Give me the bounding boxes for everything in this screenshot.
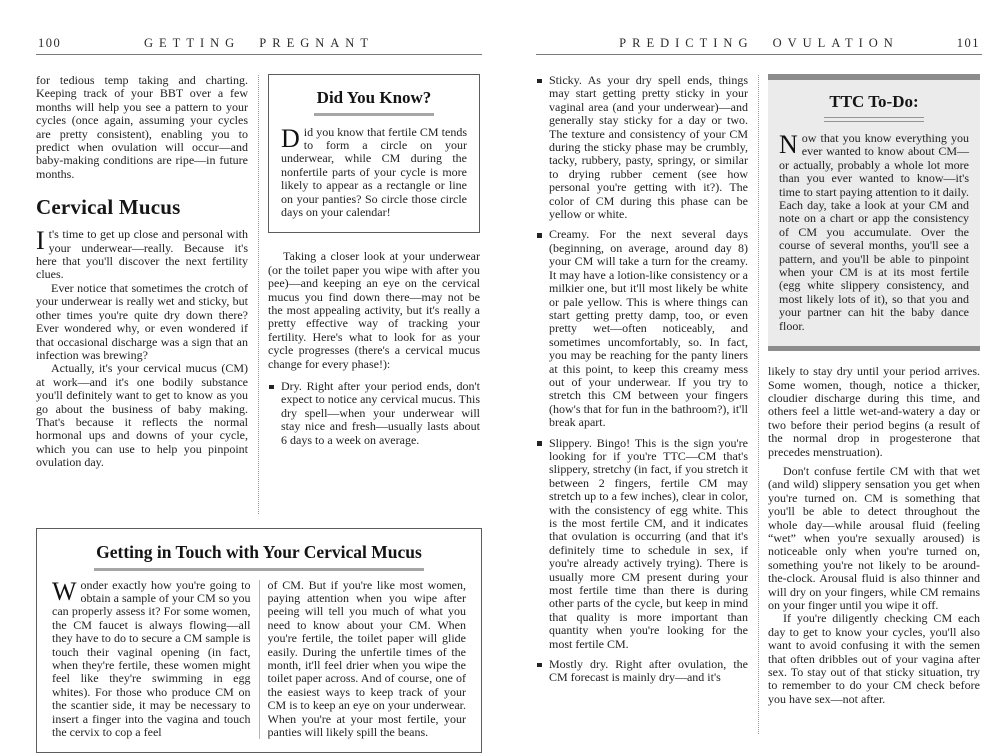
- bullet-square-icon: [537, 233, 542, 238]
- paragraph: for tedious temp taking and charting. Keeping track of your BBT over a few months will help you see a pattern to your cycles (once again, assuming your cycles are pretty consistent), enabling you to predict when ovulation will occur—and baby-making conditions are ripe—in future months.: [36, 74, 248, 181]
- paragraph-dropcap: [36, 228, 248, 282]
- bullet-item-sticky: [536, 74, 748, 221]
- drop-cap: I: [36, 226, 45, 256]
- paragraph-text: onder exactly how you're going to obtain a sample of your CM so you can properly assess it? For some women, the CM faucet is always flowing—all they have to do to secure a CM sample is touch their vaginal opening (in fact, when they're fertile, these women might feel like they're swimming in egg whites). For those who produce CM on the scantier side, it may be necessary to insert a finger into the vagina and touch the cervix to cop a feel: [52, 578, 251, 739]
- bullet-item-dry: [268, 380, 480, 447]
- getting-in-touch-title: Getting in Touch with Your Cervical Mucus: [96, 542, 422, 562]
- bullet-item-mostly-dry: [536, 658, 748, 685]
- getting-in-touch-columns: [52, 579, 466, 740]
- page-number-left: 100: [38, 36, 62, 50]
- bullet-text: Mostly dry. Right after ovulation, the CM forecast is mainly dry—and it's: [549, 657, 748, 685]
- did-you-know-title: Did You Know?: [316, 88, 432, 107]
- touch-box-column-2: [268, 579, 467, 740]
- paragraph-text: id you know that fertile CM tends to form a circle on your underwear, while CM during the nonfertile parts of your cycle is more likely to appear as a rectangle or line on your panties? So circle those circle days on your calendar!: [281, 124, 467, 219]
- getting-in-touch-box: [36, 528, 482, 753]
- paragraph: If you're diligently checking CM each day to get to know your cycles, you'll also want to avoid confusing it with the semen that often dribbles out of your vagina after sex. To stay out of that sticky situation, try to remember to do your CM check before you have sex—not after.: [768, 611, 980, 706]
- bullet-text: Sticky. As your dry spell ends, things may start getting pretty sticky in your vaginal area (and your underwear)—and generally stay sticky for a day or two. The texture and consistency of your CM during the sticky phase may be crumbly, tacky, rubbery, pasty, springy, or similar to drying rubber cement (see how personal you're getting with it?). The color of CM during this phase can be yellow or white.: [549, 74, 748, 222]
- running-head-left: GETTING PREGNANT: [144, 36, 374, 50]
- bullet-item-slippery: [536, 437, 748, 652]
- page-right: [536, 34, 982, 734]
- page-left-column-2: [268, 74, 480, 514]
- section-heading-cervical-mucus: Cervical Mucus: [36, 195, 181, 220]
- drop-cap: W: [52, 578, 77, 606]
- bullet-square-icon: [537, 79, 542, 84]
- page-number-right: 101: [956, 36, 980, 50]
- paragraph: Taking a closer look at your underwear (or the toilet paper you wipe with after you pee)—and keeping an eye on the cervical mucus you find down there—may not be the most appealing activity, but it's really a pretty effective way of tracking your fertility. Here's what to look for as your cycle progresses (there's a cervical mucus change for every phase!):: [268, 249, 480, 371]
- bullet-text: Dry. Right after your period ends, don't expect to notice any cervical mucus. This dry spell—when your underwear will stay nice and fresh—usually lasts about 6 days to a week on average.: [281, 379, 480, 447]
- column-divider-dotted: [758, 75, 759, 734]
- bullet-square-icon: [537, 441, 542, 446]
- bullet-square-icon: [537, 663, 542, 668]
- paragraph: of CM. But if you're like most women, paying attention when you wipe after peeing will tell you much of what you need to know about your CM. When you're fertile, the toilet paper will glide easily. During the unfertile times of the month, it'll feel drier when you wipe the toilet paper across. And of course, one of the easiest ways to keep track of your CM is to keep an eye on your underwear. When you're at your most fertile, your panties will likely spill the beans.: [267, 578, 466, 739]
- paragraph-text: ow that you know everything you ever wanted to know about CM—or actually, probably a whole lot more than you ever wanted to know—it's time to start paying attention to it daily. Each day, take a look at your CM and note on a chart or app the consistency of CM you accumulate. Over the course of several months, you'll see a pattern, and you'll be able to pinpoint when your CM is at its most fertile (egg white slippery consistency, and most likely lots of it), so that you and your partner can hit the baby dance floor.: [779, 131, 969, 333]
- paragraph: Ever notice that sometimes the crotch of your underwear is really wet and sticky, but other times you're quite dry down there? Ever wondered why, or even wondered if that occasional discharge was a sign that an infection was brewing?: [36, 280, 248, 362]
- bullet-text: Creamy. For the next several days (beginning, on average, around day 8) your CM will take a turn for the creamy. It may have a lotion-like consistency or a milkier one, but it'll most likely be white or pale yellow. This is where things can start getting pretty damp, too, or even pretty wet—often noticeably, and sometimes uncomfortably, so. In fact, you may be reaching for the panty liners at this point, to keep this creamy mess out of your underwear. If you try to stretch this CM between your fingers (how's that for fun in the bathroom?), it'll break apart.: [549, 227, 748, 430]
- page-right-column-2: [768, 74, 980, 734]
- running-head-right: PREDICTING OVULATION: [619, 36, 899, 50]
- did-you-know-box: [268, 74, 480, 233]
- touch-box-column-1: [52, 579, 251, 740]
- drop-cap: D: [281, 123, 300, 153]
- page-right-header: [536, 34, 982, 55]
- column-divider-dotted: [258, 75, 259, 514]
- page-right-columns: [536, 74, 982, 734]
- paragraph: Don't confuse fertile CM with that wet (and wild) slippery sensation you get when you're turned on. CM is something that you'll be able to detect throughout the whole day—while arousal fluid (feeling “wet” when you're sexually aroused) is noticeable only when you're turned on, something you're not likely to be around-the-clock. Arousal fluid is also thinner and will dry on your fingers, while CM remains on your finger until you wipe it off.: [768, 463, 980, 612]
- ttc-todo-title: TTC To-Do:: [829, 92, 919, 111]
- bullet-item-creamy: [536, 228, 748, 429]
- paragraph-text: t's time to get up close and personal with your underwear—really. Because it's here that you'll discover the next fertility clues.: [36, 227, 248, 282]
- page-left-column-1: [36, 74, 248, 514]
- drop-cap: N: [779, 130, 798, 159]
- title-underline-rule: [94, 568, 424, 571]
- paragraph: likely to stay dry until your period arrives. Some women, though, notice a thicker, cloudier discharge during this time, and others feel a little wet-and-watery a day or two before their period begins (a result of the normal drop in progesterone that precedes menstruation).: [768, 364, 980, 459]
- ttc-todo-box: [768, 74, 980, 351]
- paragraph-dropcap: [281, 123, 467, 220]
- paragraph-dropcap: [779, 132, 969, 333]
- page-left-header: [36, 34, 482, 55]
- paragraph: Actually, it's your cervical mucus (CM) at work—and it's one bodily substance you'll definitely want to get to know as you go about the business of baby making. That's because it reflects the normal hormonal ups and downs of your cycle, which you can use to help you pinpoint ovulation day.: [36, 361, 248, 470]
- title-underline-rule: [314, 113, 434, 116]
- bullet-text: Slippery. Bingo! This is the sign you're looking for if you're TTC—CM that's slippery, stretchy (in fact, if you stretch it between 2 fingers, fertile CM may stretch up to a few inches), clear in color, with the consistency of egg white. This is the most fertile CM, and it indicates that ovulation is occurring (and that it's definitely time to schedule in sex, if you're already actively trying). There is usually more CM present during your most fertile time than there is during other parts of the cycle, but keep in mind that quality is more important than quantity when you're looking for the most fertile CM.: [549, 435, 748, 651]
- page-right-column-1: [536, 74, 748, 734]
- title-underline-double-rule: [824, 117, 924, 122]
- box-column-divider: [259, 580, 260, 740]
- page-left-columns: [36, 74, 482, 514]
- page-left: [36, 34, 482, 753]
- paragraph-dropcap: [52, 579, 251, 740]
- bullet-square-icon: [269, 385, 274, 390]
